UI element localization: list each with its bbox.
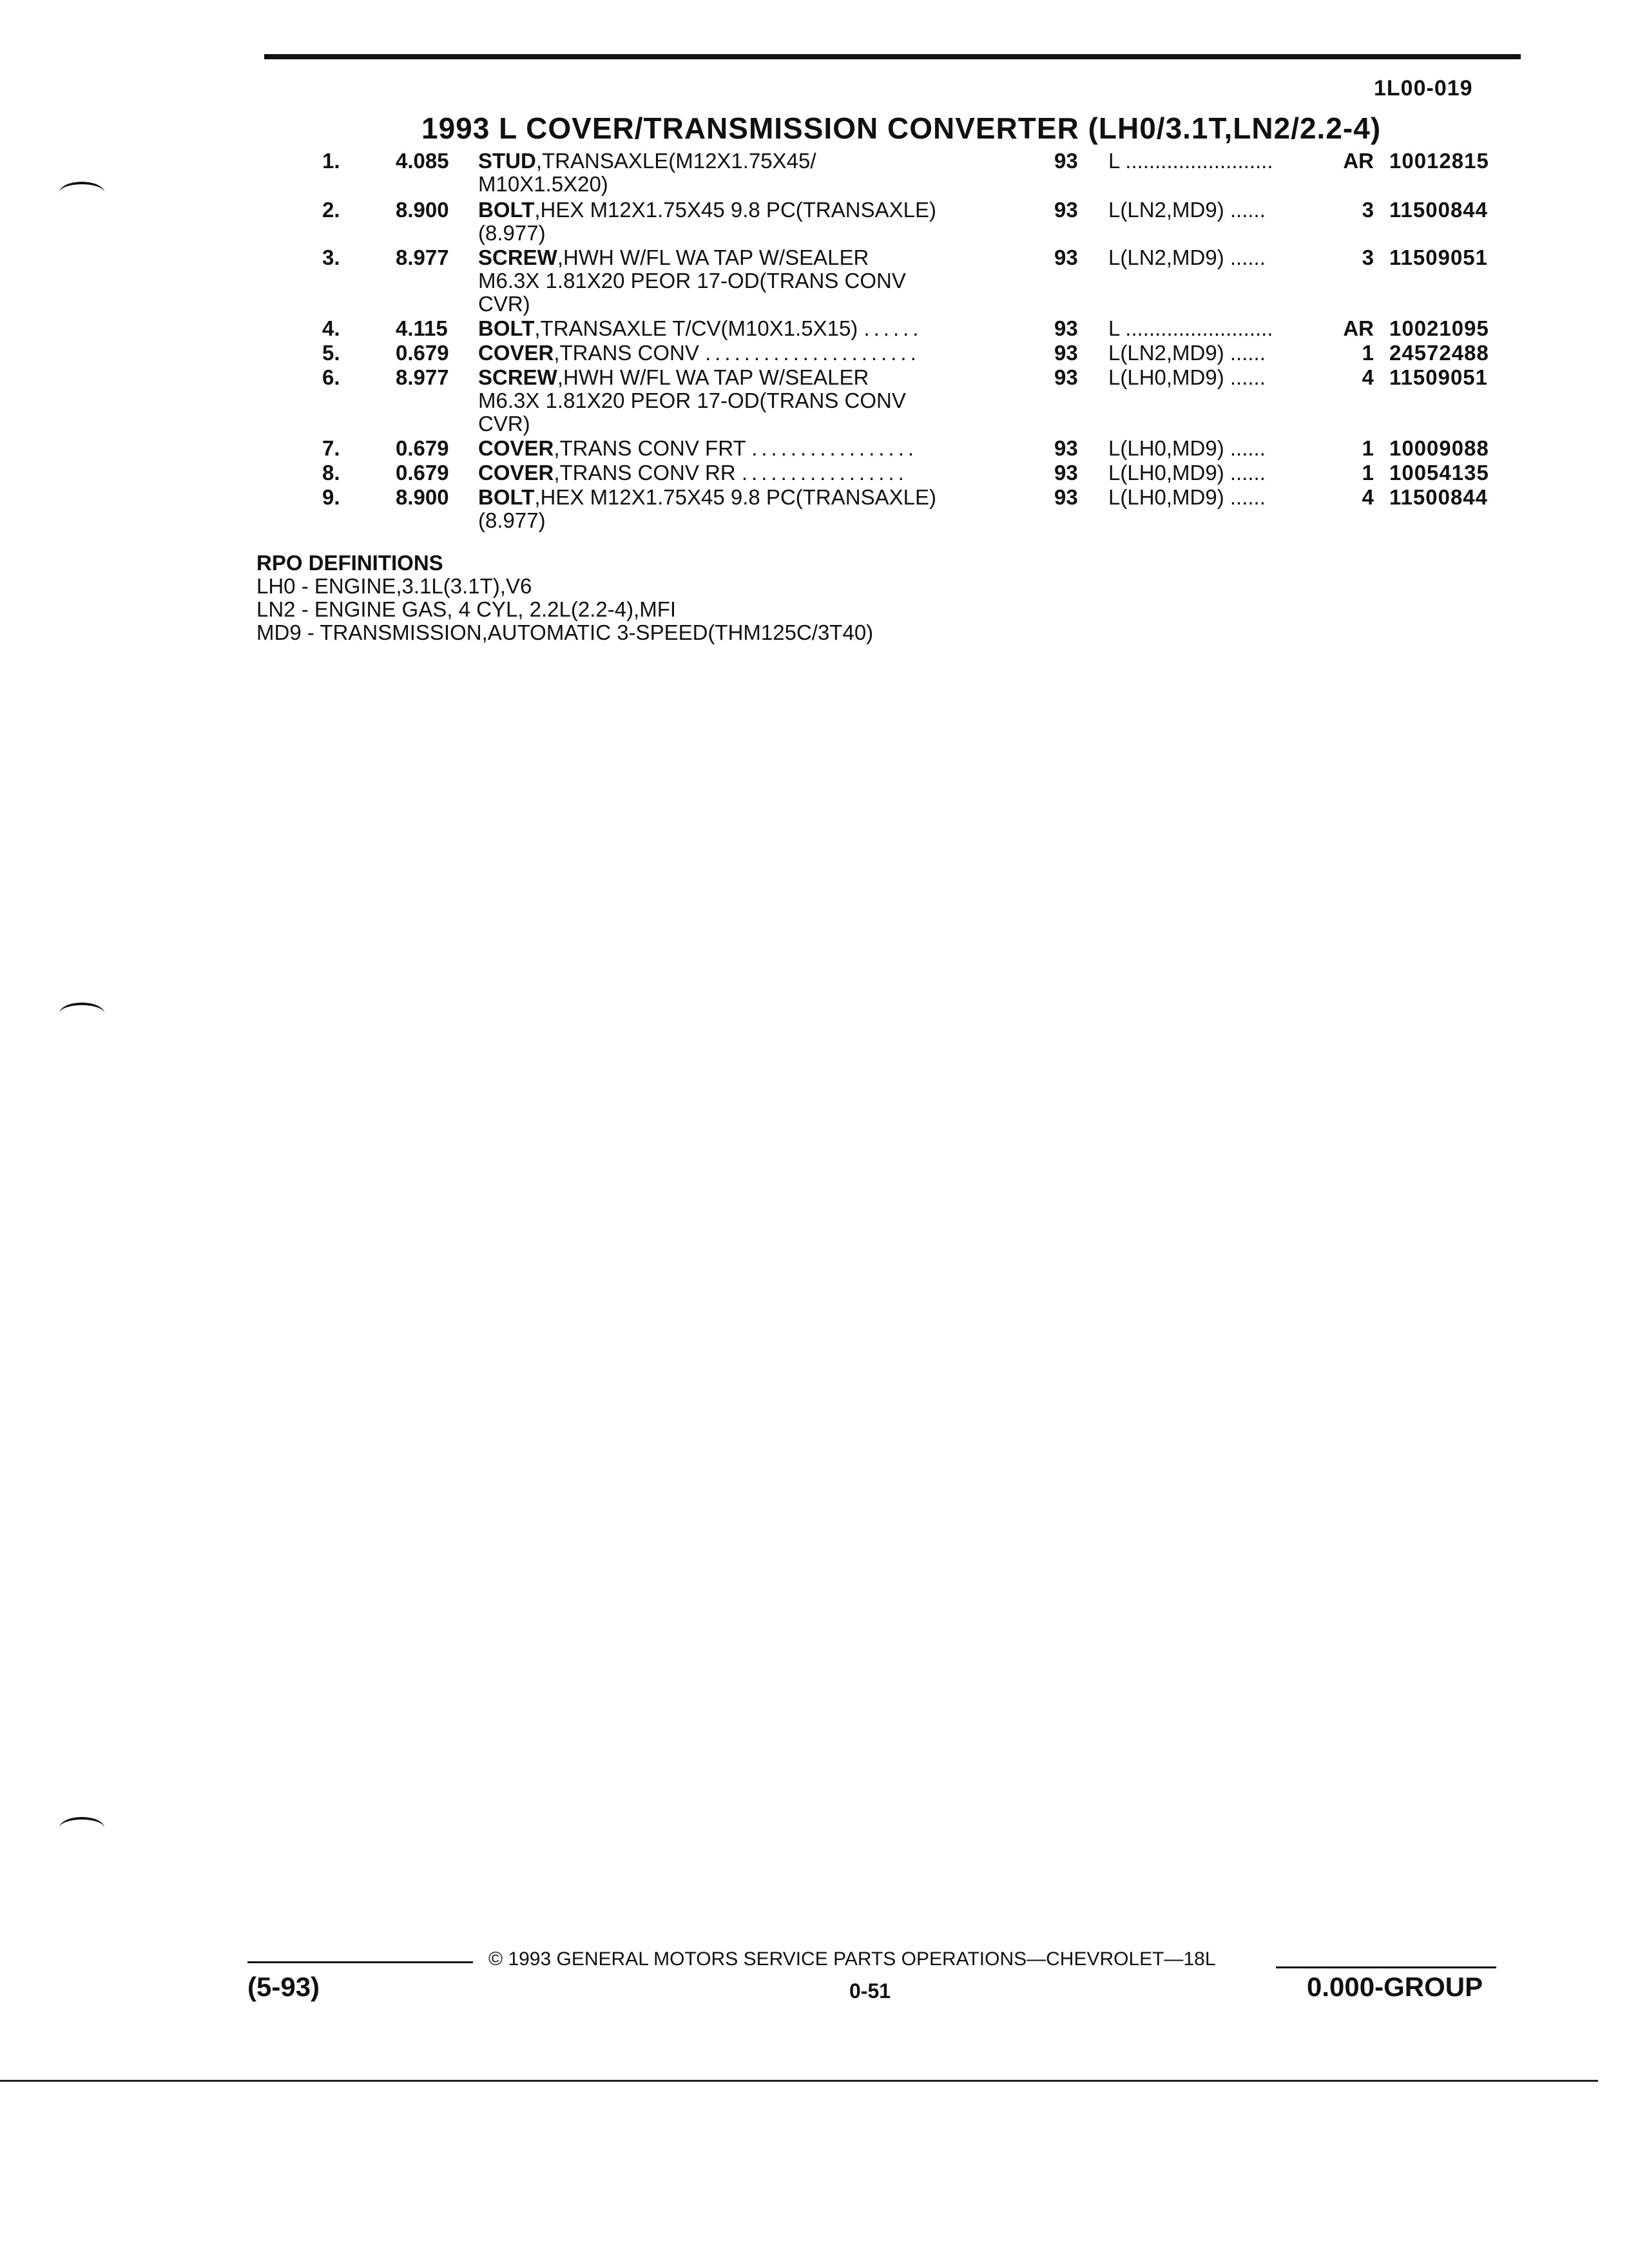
item-detail: ,TRANSAXLE T/CV(M10X1.5X15) [534,316,858,340]
item-detail: ,HEX M12X1.75X45 9.8 PC(TRANSAXLE) [534,485,936,509]
rpo-heading: RPO DEFINITIONS [256,551,443,575]
part-number: 24572488 [1389,341,1489,365]
item-detail: ,TRANS CONV RR [554,461,736,485]
illustration-ref: 0.679 [396,436,449,460]
rpo-definitions [256,552,873,644]
date-code: (5-93) [247,1972,320,2002]
model-usage: L(LH0,MD9) ...... [1108,461,1266,485]
item-number: 9. [322,485,340,509]
item-description [478,437,1007,460]
model-year: 93 [1054,149,1078,173]
model-year: 93 [1054,316,1078,340]
illustration-ref: 4.085 [396,149,449,173]
item-name: STUD [478,149,536,173]
illustration-ref: 8.900 [396,198,449,222]
illustration-ref: 8.977 [396,245,449,269]
top-rule [264,54,1521,59]
footer-rule-left [247,1961,473,1963]
rpo-line-ln2: LN2 - ENGINE GAS, 4 CYL, 2.2L(2.2-4),MFI [256,597,677,621]
model-usage: L(LN2,MD9) ...... [1108,198,1266,222]
item-description [478,366,1007,436]
item-number: 4. [322,316,340,340]
model-year: 93 [1054,198,1078,222]
binder-hole-mark [59,1817,104,1839]
item-name: BOLT [478,316,535,340]
item-number: 3. [322,245,340,269]
model-usage: L(LH0,MD9) ...... [1108,437,1266,460]
model-usage: L ......................... [1108,149,1273,173]
quantity: 3 [1362,245,1374,269]
illustration-ref: 0.679 [396,461,449,485]
model-year: 93 [1054,436,1078,460]
illustration-ref: 8.900 [396,485,449,509]
item-number: 6. [322,365,340,389]
item-detail: ,TRANS CONV [554,341,699,365]
quantity: 3 [1362,198,1374,222]
model-usage: L(LN2,MD9) ...... [1108,246,1266,269]
model-year: 93 [1054,245,1078,269]
binder-hole-mark [59,1003,104,1024]
item-detail-continued: M6.3X 1.81X20 PEOR 17-OD(TRANS CONV [478,389,906,412]
item-detail-continued: M10X1.5X20) [478,172,608,196]
quantity: AR [1343,149,1374,173]
item-detail-continued: (8.977) [478,508,546,532]
item-detail: ,HWH W/FL WA TAP W/SEALER [557,245,869,269]
quantity: 1 [1362,461,1374,485]
illustration-ref: 4.115 [396,316,448,340]
part-number: 11500844 [1389,198,1489,222]
model-year: 93 [1054,365,1078,389]
item-name: SCREW [478,245,557,269]
page-number: 0-51 [849,1979,891,2003]
item-detail: ,TRANS CONV FRT [554,436,746,460]
quantity: 1 [1362,436,1374,460]
part-number: 11500844 [1389,485,1489,509]
item-description [478,317,1007,340]
binder-hole-mark [59,182,104,204]
item-description [478,246,1007,316]
model-usage: L ......................... [1108,317,1273,340]
item-name: COVER [478,461,554,485]
model-usage: L(LH0,MD9) ...... [1108,486,1266,509]
item-name: COVER [478,436,554,460]
item-name: SCREW [478,365,557,389]
item-number: 2. [322,198,340,222]
model-usage: L(LN2,MD9) ...... [1108,341,1266,365]
item-detail-continued: M6.3X 1.81X20 PEOR 17-OD(TRANS CONV [478,269,906,293]
page-title: 1993 L COVER/TRANSMISSION CONVERTER (LH0/3.1T,LN2/2.2-4) [421,111,1382,145]
footer-rule-right [1276,1966,1496,1968]
part-number: 10012815 [1389,149,1489,173]
model-year: 93 [1054,341,1078,365]
item-name: BOLT [478,198,535,222]
item-description [478,341,1007,365]
rpo-line-md9: MD9 - TRANSMISSION,AUTOMATIC 3-SPEED(THM125C/3T40) [256,620,874,644]
part-number: 10009088 [1389,436,1489,460]
quantity: 4 [1362,485,1374,509]
item-name: BOLT [478,485,535,509]
quantity: AR [1343,316,1374,340]
item-number: 7. [322,436,340,460]
model-year: 93 [1054,485,1078,509]
leader-dots: ................. [741,461,908,485]
item-detail-continued: CVR) [478,292,530,316]
item-description [478,198,1007,245]
item-number: 8. [322,461,340,485]
item-description [478,149,1007,196]
illustration-ref: 8.977 [396,365,449,389]
bottom-rule [0,2080,1598,2082]
item-detail-continued: (8.977) [478,221,546,245]
quantity: 1 [1362,341,1374,365]
copyright-notice: © 1993 GENERAL MOTORS SERVICE PARTS OPERATIONS—CHEVROLET—18L [488,1948,1216,1970]
leader-dots: ...................... [705,341,920,365]
part-number: 11509051 [1389,245,1489,269]
model-usage: L(LH0,MD9) ...... [1108,366,1266,389]
item-detail: ,HWH W/FL WA TAP W/SEALER [557,365,869,389]
item-description [478,461,1007,485]
item-name: COVER [478,341,554,365]
item-detail: ,HEX M12X1.75X45 9.8 PC(TRANSAXLE) [534,198,936,222]
item-number: 5. [322,341,340,365]
item-detail: ,TRANSAXLE(M12X1.75X45/ [535,149,816,173]
quantity: 4 [1362,365,1374,389]
item-detail-continued: CVR) [478,412,530,436]
part-number: 11509051 [1389,365,1489,389]
page-code: 1L00-019 [1374,76,1473,101]
group-code: 0.000-GROUP [1307,1972,1483,2002]
model-year: 93 [1054,461,1078,485]
part-number: 10021095 [1389,316,1489,340]
leader-dots: ...... [863,316,923,340]
item-description [478,486,1007,532]
rpo-line-lh0: LH0 - ENGINE,3.1L(3.1T),V6 [256,574,532,598]
part-number: 10054135 [1389,461,1489,485]
illustration-ref: 0.679 [396,341,449,365]
item-number: 1. [322,149,340,173]
leader-dots: ................. [751,436,918,460]
